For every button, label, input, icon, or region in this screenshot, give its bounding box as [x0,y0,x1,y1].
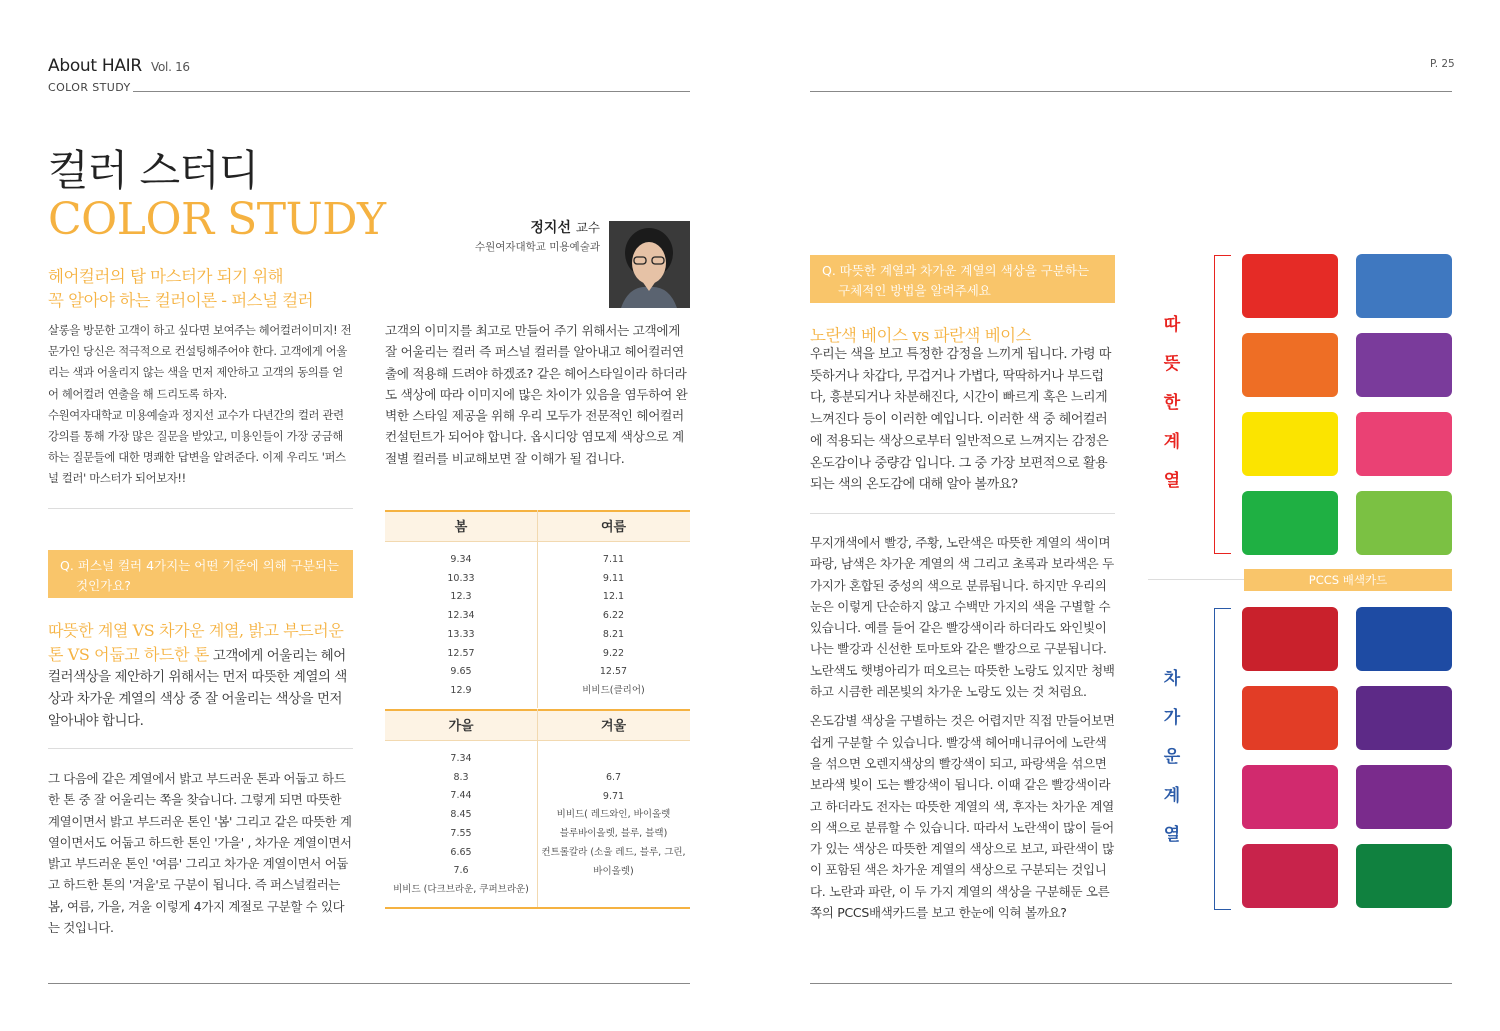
cool-label-char: 가 [1163,708,1181,728]
author-info [440,218,600,256]
table-bottom-rule [385,907,690,909]
summer-item: 12.1 [602,591,625,603]
spring-list [385,551,537,701]
spring-item: 12.34 [447,610,475,622]
winter-list [537,769,690,881]
color-swatch [1242,412,1338,476]
color-swatch [1356,412,1452,476]
header-autumn: 가을 [385,709,537,741]
autumn-item: 7.55 [450,827,472,839]
autumn-list [385,750,537,900]
intro-divider [48,508,353,509]
answer-2-heading: 노란색 베이스 vs 파란색 베이스 [810,326,1032,345]
footer-rule-right [810,983,1452,984]
author-role: 교수 [575,220,600,235]
warm-label-char: 열 [1163,471,1181,491]
warm-label-char: 한 [1163,393,1181,413]
header-summer: 여름 [537,510,690,542]
intro-text [48,320,353,490]
middle-intro [385,320,690,469]
answer-2-intro [810,344,1115,496]
author-affiliation: 수원여자대학교 미용예술과 [474,241,600,253]
answer-2-body [810,532,1115,923]
color-swatch [1242,333,1338,397]
summer-item: 9.22 [602,647,625,659]
answer-1-divider [48,748,353,749]
page-title-english: COLOR STUDY [48,194,386,245]
cool-label-char: 계 [1163,786,1181,806]
autumn-item: 6.65 [450,846,472,858]
question-1-line-1: Q. 퍼스널 컬러 4가지는 어떤 기준에 의해 구분되는 [60,558,340,573]
cool-label-char: 열 [1163,825,1181,845]
author-photo [609,221,690,308]
summer-item: 6.22 [602,610,625,622]
spring-item: 13.33 [447,628,475,640]
header-rule-left [133,91,690,92]
color-swatch [1242,844,1338,908]
summer-item: 7.11 [602,554,625,565]
winter-item: 9.71 [602,790,625,802]
spring-item: 12.3 [450,591,472,603]
color-swatch [1242,254,1338,318]
middle-intro-paragraph: 고객의 이미지를 최고로 만들어 주기 위해서는 고객에게 잘 어울리는 컬러 즉 퍼스널 컬러를 알아내고 헤어컬러연출에 적용해 드려야 하겠죠? 같은 헤어스타일이라 하더라도 색상에 따라 이미지에 많은 차이가 있음을 염두하여 완벽한 스타일 제공을 위해 우리 모두가 전문적인 헤어컬러 컨설턴트가 되어야 합니다. 옵시디앙 염모제 색상으로 계절별 컬러를 비교해보면 잘 이해가 될 겁니다. [385,323,688,466]
color-swatch [1242,607,1338,671]
color-swatch [1356,765,1452,829]
color-swatch [1242,686,1338,750]
summer-item: 9.11 [602,572,625,584]
summer-item: 8.21 [602,628,625,640]
header-spring: 봄 [385,510,537,542]
autumn-item: 7.34 [450,753,472,764]
summer-item: 비비드(클리어) [582,684,645,696]
color-swatch [1242,491,1338,555]
answer-1-highlight: 따뜻한 계열 VS 차가운 계열, 밝고 부드러운 톤 VS 어둡고 하드한 톤 [48,621,344,664]
winter-item: 컨트롤칼라 (소울 레드, 블루, 그린, 바이올렛) [541,846,686,877]
color-swatch [1242,765,1338,829]
pccs-label-rule [1148,579,1244,580]
color-swatch [1356,607,1452,671]
warm-label-char: 따 [1163,315,1181,335]
spring-item: 10.33 [447,572,475,584]
answer-1-text: 고객에게 어울리는 헤어컬러색상을 제안하기 위해서는 먼저 따뜻한 계열의 색상과 차가운 계열의 색상 중 잘 어울리는 색상을 먼저 알아내야 합니다. [48,648,347,729]
author-name: 정지선 [530,220,571,236]
question-box-2 [810,255,1115,303]
color-swatch [1356,333,1452,397]
page-number: P. 25 [1430,58,1455,70]
spring-item: 12.9 [450,684,472,696]
autumn-item: 7.6 [453,865,469,877]
subtitle [48,265,313,313]
answer-2-divider [810,513,1115,514]
question-1-line-2: 것인가요? [76,578,131,593]
summer-item: 12.57 [599,666,628,678]
cool-bracket [1214,608,1231,910]
autumn-item: 비비드 (다크브라운, 쿠퍼브라운) [393,883,529,895]
warm-label-char: 계 [1163,432,1181,452]
followup-paragraph: 그 다음에 같은 계열에서 밝고 부드러운 톤과 어둡고 하드한 톤 중 잘 어울리는 쪽을 찾습니다. 그렇게 되면 따뜻한 계열이면서 밝고 부드러운 톤인 '봄' 그리고 같은 따뜻한 계열이면서도 어둡고 하드한 톤인 '가을' , 차가운 계열이면서 밝고 부드러운 톤인 '여름' 그리고 차가운 계열이면서 어둡고 하드한 톤의 '겨울'로 구분이 됩니다. 즉 퍼스널컬러는 봄, 여름, 가을, 겨울 이렇게 4가지 계절로 구분할 수 있다는 것입니다. [48,771,352,936]
autumn-item: 8.45 [450,809,472,821]
footer-rule-left [48,983,690,984]
winter-item: 블루바이올렛, 블루, 블랙) [559,828,668,840]
warm-label-char: 뜻 [1163,354,1181,374]
subtitle-line-2: 꼭 알아야 하는 컬러이론 - 퍼스널 컬러 [48,291,314,310]
color-swatch [1356,686,1452,750]
question-box-1 [48,550,353,598]
pccs-label: PCCS 배색카드 [1244,569,1452,591]
answer-2-paragraph-2: 무지개색에서 빨강, 주황, 노란색은 따뜻한 계열의 색이며 파랑, 남색은 차가운 계열의 색 그리고 초록과 보라색은 두 가지가 혼합된 중성의 색으로 분류됩니다. 하지만 우리의 눈은 이렇게 단순하지 않고 수백만 가지의 색을 구별할 수 있습니다. 예를 들어 같은 빨강색이라 하더라도 와인빛이 나는 빨강과 신선한 토마토와 같은 빨강으로 구분됩니다. 노란색도 햇병아리가 떠오르는 따뜻한 노랑도 있지만 청백하고 시큼한 레몬빛의 차가운 노랑도 있는 것 처럼요. [810,535,1115,700]
section-label: COLOR STUDY [48,81,131,94]
answer-2-paragraph-1: 우리는 색을 보고 특정한 감정을 느끼게 됩니다. 가령 따뜻하거나 차갑다, 무겁거나 가볍다, 딱딱하거나 부드럽다, 흥분되거나 차분해진다, 시간이 빠르게 혹은 느리게 느껴진다 등이 이러한 예입니다. 이러한 색 중 헤어컬러에 적용되는 색상으로부터 일반적으로 느껴지는 감정은 온도감이나 중량감 입니다. 그 중 가장 보편적으로 활용되는 색의 온도감에 대해 알아 볼까요? [810,347,1112,493]
intro-paragraph-2: 수원여자대학교 미용예술과 정지선 교수가 다년간의 컬러 관련 강의를 통해 가장 많은 질문을 받았고, 미용인들이 가장 궁금해 하는 질문들에 대한 명쾌한 답변을 알려준다. 이제 우리도 '퍼스널 컬러' 마스터가 되어보자!! [48,408,346,486]
header-winter: 겨울 [537,709,690,741]
winter-item: 6.7 [605,772,622,783]
warm-bracket [1214,255,1231,554]
color-swatch [1356,491,1452,555]
question-2-line-1: Q. 따뜻한 계열과 차가운 계열의 색상을 구분하는 [822,263,1090,278]
spring-item: 9.65 [450,666,472,678]
autumn-item: 8.3 [453,771,469,783]
cool-label-char: 차 [1163,669,1181,689]
intro-paragraph-1: 살롱을 방문한 고객이 하고 싶다면 보여주는 헤어컬러이미지! 전문가인 당신은 적극적으로 컨설팅해주어야 한다. 고객에게 어울리는 색과 어울리지 않는 색을 먼저 제안하고 고객의 동의를 얻어 헤어컬러 연출을 해 드리도록 하자. [48,324,352,401]
spring-item: 9.34 [450,554,472,565]
volume-number: Vol. 16 [151,60,190,74]
subtitle-line-1: 헤어컬러의 탑 마스터가 되기 위해 [48,267,284,286]
answer-2-paragraph-3: 온도감별 색상을 구별하는 것은 어렵지만 직접 만들어보면 쉽게 구분할 수 있습니다. 빨강색 헤어매니큐어에 노란색을 섞으면 오렌지색상의 빨강색이 되고, 파랑색을 섞으면 보라색 빛이 도는 빨강색이 됩니다. 이때 같은 빨강색이라고 하더라도 전자는 따뜻한 계열의 색, 후자는 차가운 계열의 색으로 분류할 수 있습니다. 따라서 노란색이 많이 들어가 있는 색상은 따뜻한 계열의 색상으로 보고, 파란색이 많이 포함된 색은 차가운 계열의 색상으로 구분되는 것입니다. 노란과 파란, 이 두 가지 계열의 색상을 구분해둔 오른쪽의 PCCS배색카드를 보고 한눈에 익혀 볼까요? [810,713,1115,921]
color-swatch [1356,254,1452,318]
page-title-korean: 컬러 스터디 [48,146,259,195]
followup-text [48,768,353,938]
cool-label-char: 운 [1163,747,1181,767]
color-swatch [1356,844,1452,908]
spring-item: 12.57 [447,647,475,659]
magazine-title [48,56,190,76]
summer-list [537,551,690,701]
autumn-item: 7.44 [450,790,472,802]
question-2-line-2: 구체적인 방법을 알려주세요 [838,283,991,298]
answer-1 [48,620,353,733]
header-rule-right [810,91,1452,92]
winter-item: 비비드( 레드와인, 바이올렛 [556,809,671,821]
magazine-name: About HAIR [48,56,142,76]
